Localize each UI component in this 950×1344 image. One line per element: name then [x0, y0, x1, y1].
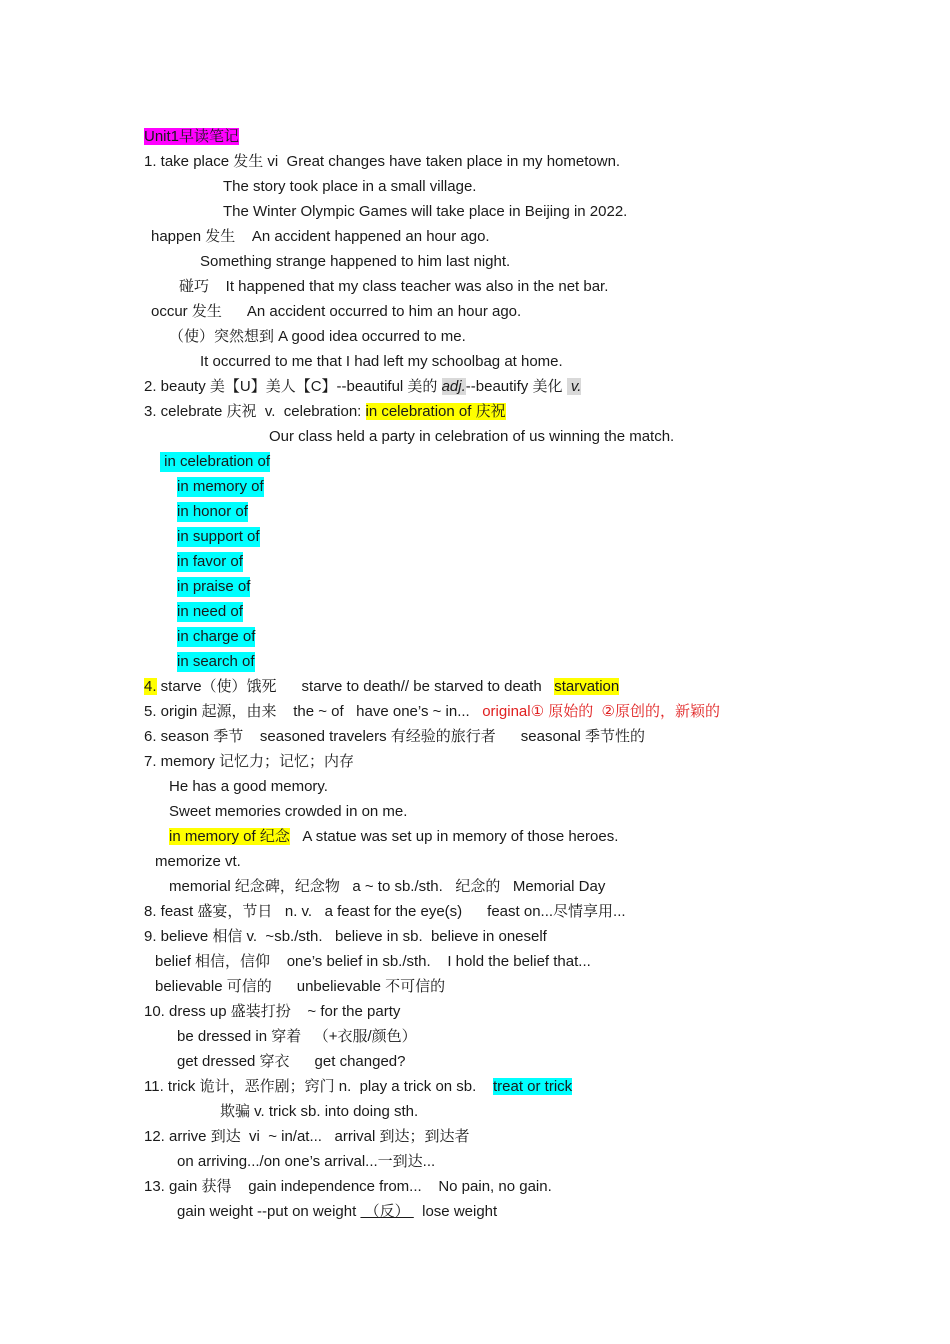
item-9-believable: believable 可信的 unbelievable 不可信的	[155, 978, 446, 995]
phrase-list-item: in favor of	[177, 553, 243, 570]
item-11-heading: 11. trick 诡计，恶作剧；窍门 n. play a trick on sb.	[144, 1078, 493, 1095]
item-1-example-1: The story took place in a small village.	[223, 178, 477, 195]
item-2-verb: v.	[566, 378, 582, 395]
item-4-starve	[144, 677, 619, 697]
item-7-example-2: Sweet memories crowded in on me.	[169, 803, 408, 820]
item-10-get-dressed: get dressed 穿衣 get changed?	[177, 1053, 406, 1070]
item-13-text-b: lose weight	[413, 1203, 498, 1220]
item-11-treat-or-trick: treat or trick	[492, 1078, 573, 1095]
item-11-verb: 欺骗 v. trick sb. into doing sth.	[220, 1103, 419, 1120]
title-note: 早读笔记	[179, 128, 240, 145]
phrase-list-item: in need of	[177, 603, 243, 620]
item-7-example-1: He has a good memory.	[169, 778, 328, 795]
item-7-phrase-example: A statue was set up in memory of those heroes.	[289, 828, 619, 845]
page-title	[144, 127, 239, 147]
phrase-list-item: in support of	[177, 528, 260, 545]
item-2-text-a: 2. beauty 美【U】美人【C】--beautiful 美的	[144, 378, 442, 395]
phrase-list-item: in praise of	[177, 578, 251, 595]
item-7-memorial: memorial 纪念碑，纪念物 a ~ to sb./sth. 纪念的 Memorial Day	[169, 878, 606, 895]
phrase-list-item: in search of	[177, 653, 255, 670]
item-1-occur: occur 发生 An accident occurred to him an hour ago.	[151, 303, 522, 320]
item-3-phrase: in celebration of 庆祝	[365, 403, 506, 420]
item-10-be-dressed: be dressed in 穿着 （+衣服/颜色）	[177, 1028, 417, 1045]
phrase-list-item: in honor of	[177, 503, 248, 520]
item-1-happen: happen 发生 An accident happened an hour ago.	[151, 228, 490, 245]
phrase-list-item: in memory of	[177, 478, 264, 495]
item-7-in-memory	[169, 827, 618, 847]
item-4-text: starve（使）饿死 starve to death// be starved to death	[156, 678, 555, 695]
item-3-celebrate	[144, 402, 506, 422]
item-5-original: original① 原始的 ②原创的，新颖的	[482, 703, 720, 720]
item-6-season: 6. season 季节 seasoned travelers 有经验的旅行者 seasonal 季节性的	[144, 728, 646, 745]
item-10-heading: 10. dress up 盛装打扮 ~ for the party	[144, 1003, 401, 1020]
item-13-heading: 13. gain 获得 gain independence from... No pain, no gain.	[144, 1178, 552, 1195]
item-4-number: 4.	[144, 678, 157, 695]
item-7-memorize: memorize vt.	[155, 853, 241, 870]
item-5-origin	[144, 702, 720, 722]
item-1-example-2: The Winter Olympic Games will take place in Beijing in 2022.	[223, 203, 628, 220]
phrase-list-item: in celebration of	[160, 453, 271, 470]
item-9-heading: 9. believe 相信 v. ~sb./sth. believe in sb. believe in oneself	[144, 928, 547, 945]
item-3-heading: 3. celebrate 庆祝 v. celebration:	[144, 403, 366, 420]
item-2-beauty	[144, 377, 581, 397]
item-7-phrase: in memory of 纪念	[169, 828, 290, 845]
title-unit: Unit1	[144, 128, 180, 145]
item-4-starvation: starvation	[554, 678, 620, 695]
item-1-happen-example: Something strange happened to him last night.	[200, 253, 511, 270]
item-11-trick	[144, 1077, 572, 1097]
item-1-coincidence: 碰巧 It happened that my class teacher was also in the net bar.	[179, 278, 609, 295]
item-7-heading: 7. memory 记忆力；记忆；内存	[144, 753, 355, 770]
item-3-example: Our class held a party in celebration of us winning the match.	[269, 428, 675, 445]
item-9-belief: belief 相信，信仰 one’s belief in sb./sth. I hold the belief that...	[155, 953, 591, 970]
item-13-weight	[177, 1202, 497, 1222]
item-12-heading: 12. arrive 到达 vi ~ in/at... arrival 到达；到达者	[144, 1128, 470, 1145]
item-8-feast: 8. feast 盛宴，节日 n. v. a feast for the eye(s) feast on...尽情享用...	[144, 903, 626, 920]
item-1-occur-example: It occurred to me that I had left my schoolbag at home.	[200, 353, 563, 370]
phrase-list-item: in charge of	[177, 628, 256, 645]
item-2-adj: adj.	[441, 378, 466, 395]
item-12-sub: on arriving.../on one’s arrival...一到达...	[177, 1153, 436, 1170]
item-2-text-b: --beautify 美化	[465, 378, 567, 395]
item-13-opposite: （反）	[360, 1203, 414, 1220]
item-1-heading: 1. take place 发生 vi Great changes have taken place in my hometown.	[144, 153, 621, 170]
item-13-text-a: gain weight --put on weight	[177, 1203, 361, 1220]
item-1-occur-sudden: （使）突然想到 A good idea occurred to me.	[169, 328, 466, 345]
item-5-text: 5. origin 起源，由来 the ~ of have one’s ~ in...	[144, 703, 483, 720]
